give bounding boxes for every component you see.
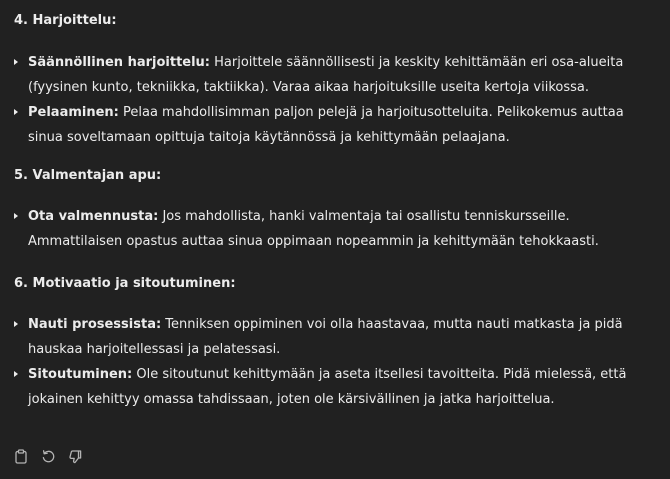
bullet-text: Ole sitoutunut kehittymään ja aseta itsellesi tavoitteita. Pidä mielessä, että jokainen kehittyy omassa tahdissaan, joten ole kärsivällinen ja jatka harjoittelua. <box>28 367 627 407</box>
bullet-term: Ota valmennusta: <box>28 209 159 224</box>
message-actions <box>13 446 94 466</box>
bullet-marker-icon <box>14 204 20 229</box>
regenerate-icon <box>41 449 56 464</box>
assistant-message <box>14 11 654 412</box>
section-title-valmentajan-apu: 5. Valmentajan apu: <box>14 168 162 183</box>
section-title-harjoittelu: 4. Harjoittelu: <box>14 13 117 28</box>
clipboard-icon <box>14 449 28 464</box>
bullet-term: Nauti prosessista: <box>28 317 162 332</box>
bullet-marker-icon <box>14 312 20 337</box>
section-title-motivaatio: 6. Motivaatio ja sitoutuminen: <box>14 276 236 291</box>
regenerate-button[interactable] <box>40 448 56 464</box>
list-item <box>14 100 654 150</box>
bullet-term: Säännöllinen harjoittelu: <box>28 55 211 70</box>
bullet-term: Pelaaminen: <box>28 105 119 120</box>
thumbs-down-button[interactable] <box>67 448 83 464</box>
list-item <box>14 362 654 412</box>
list-item <box>14 312 654 362</box>
bullet-marker-icon <box>14 50 20 75</box>
bullet-marker-icon <box>14 362 20 387</box>
bullet-term: Sitoutuminen: <box>28 367 133 382</box>
bullet-list-harjoittelu <box>14 50 654 150</box>
list-item <box>14 50 654 100</box>
copy-button[interactable] <box>13 448 29 464</box>
bullet-marker-icon <box>14 100 20 125</box>
bullet-text: Tenniksen oppiminen voi olla haastavaa, mutta nauti matkasta ja pidä hauskaa harjoitellessasi ja pelatessasi. <box>28 317 623 357</box>
list-item <box>14 204 654 254</box>
bullet-text: Harjoittele säännöllisesti ja keskity kehittämään eri osa-alueita (fyysinen kunto, tekniikka, taktiikka). Varaa aikaa harjoituksille useita kertoja viikossa. <box>28 55 624 95</box>
bullet-text: Pelaa mahdollisimman paljon pelejä ja harjoitusotteluita. Pelikokemus auttaa sinua soveltamaan opittuja taitoja käytännössä ja kehittymään pelaajana. <box>28 105 624 145</box>
bullet-text: Jos mahdollista, hanki valmentaja tai osallistu tenniskursseille. Ammattilaisen opastus auttaa sinua oppimaan nopeammin ja kehittymään tehokkaasti. <box>28 209 599 249</box>
bullet-list-valmentajan-apu <box>14 204 654 254</box>
thumbs-down-icon <box>68 449 83 464</box>
bullet-list-motivaatio <box>14 312 654 412</box>
